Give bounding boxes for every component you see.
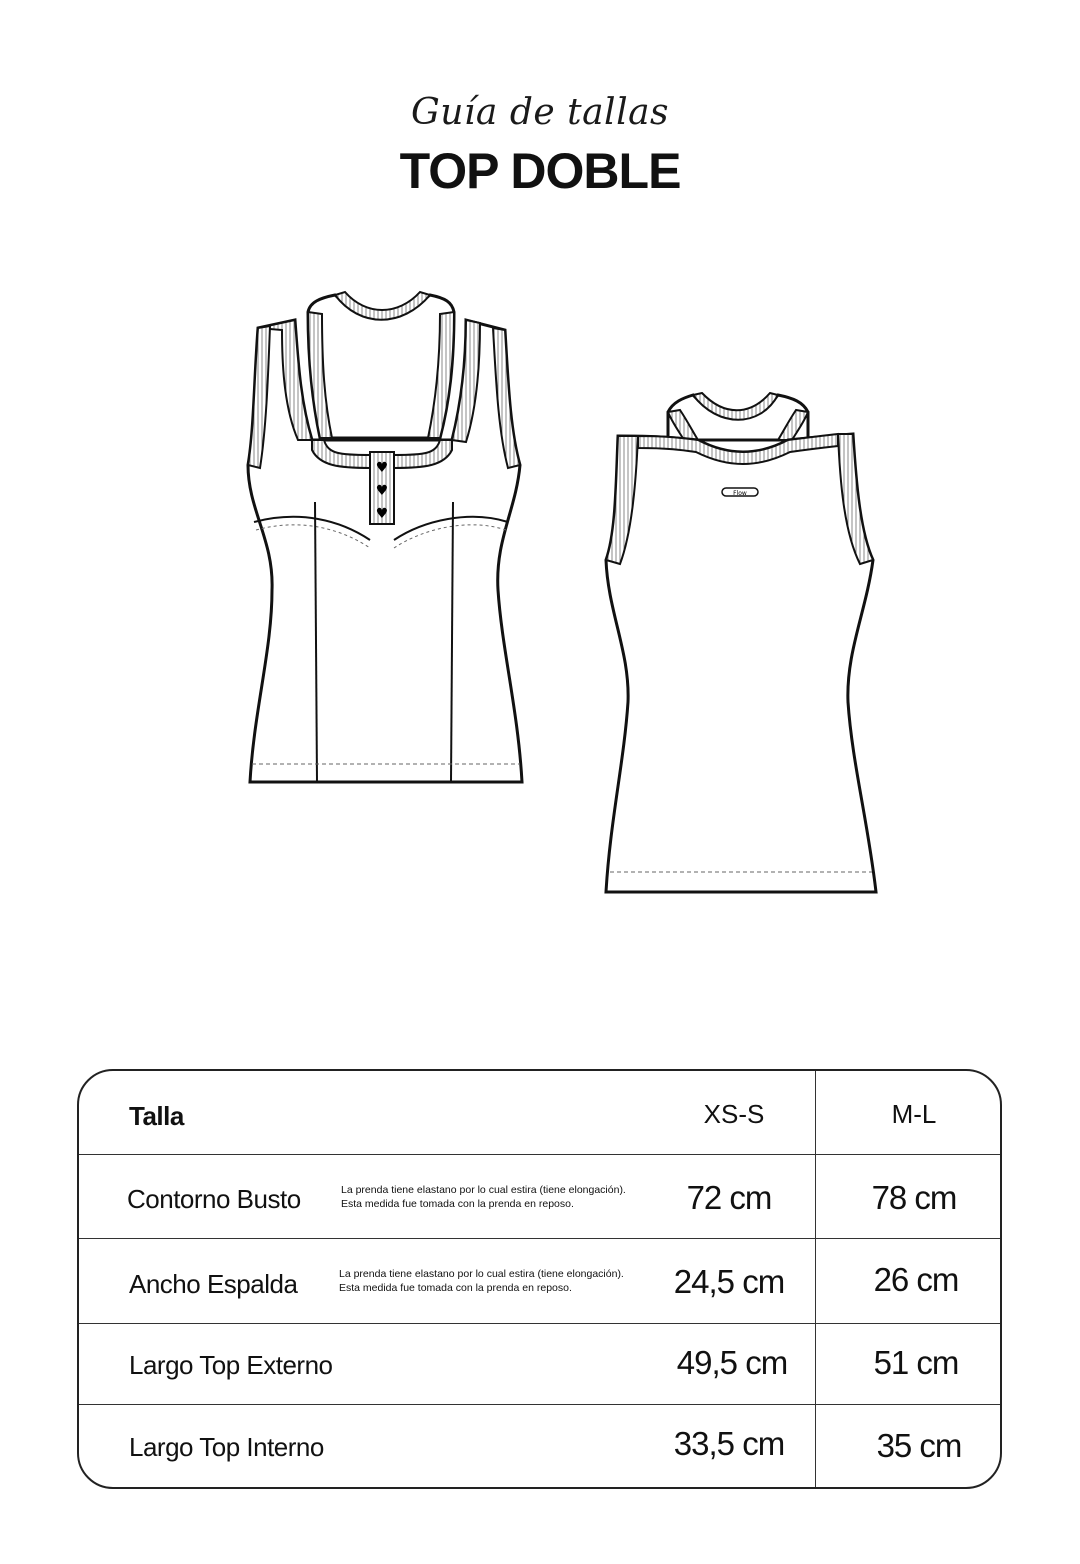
table-row — [79, 1405, 1000, 1489]
guide-subtitle: Guía de tallas — [410, 92, 670, 133]
size-table — [77, 1069, 1002, 1489]
value-xs-s: 24,5 cm — [673, 1263, 785, 1300]
measurement-label: Largo Top Interno — [129, 1432, 324, 1462]
measurement-label: Ancho Espalda — [129, 1269, 298, 1299]
value-m-l: 51 cm — [873, 1344, 959, 1381]
measurement-label: Largo Top Externo — [129, 1350, 333, 1380]
value-m-l: 78 cm — [871, 1179, 957, 1216]
measurement-label: Contorno Busto — [127, 1184, 301, 1214]
table-row — [79, 1155, 1000, 1238]
value-m-l: 26 cm — [873, 1261, 959, 1298]
value-m-l: 35 cm — [876, 1427, 962, 1464]
size-xs-s-header: XS-S — [703, 1099, 765, 1129]
back-view-sketch — [598, 392, 888, 902]
value-xs-s: 33,5 cm — [673, 1425, 785, 1462]
svg-text:♥: ♥ — [375, 506, 389, 522]
measurement-note: La prenda tiene elastano por lo cual estira (tiene elongación). Esta medida fue tomada con la prenda en reposo. — [341, 1184, 626, 1210]
brand-tag-text: Flow — [733, 490, 747, 497]
measurement-note: La prenda tiene elastano por lo cual estira (tiene elongación). Esta medida fue tomada con la prenda en reposo. — [339, 1268, 624, 1294]
front-view-sketch — [240, 290, 540, 800]
table-header-row — [79, 1071, 1000, 1154]
table-row — [79, 1324, 1000, 1404]
svg-text:♥: ♥ — [375, 460, 389, 476]
size-header-label: Talla — [129, 1101, 184, 1131]
value-xs-s: 72 cm — [686, 1179, 772, 1216]
size-m-l-header: M-L — [891, 1099, 937, 1129]
product-title: TOP DOBLE — [399, 143, 681, 199]
table-row — [79, 1239, 1000, 1323]
value-xs-s: 49,5 cm — [676, 1344, 788, 1381]
svg-text:♥: ♥ — [375, 483, 389, 499]
